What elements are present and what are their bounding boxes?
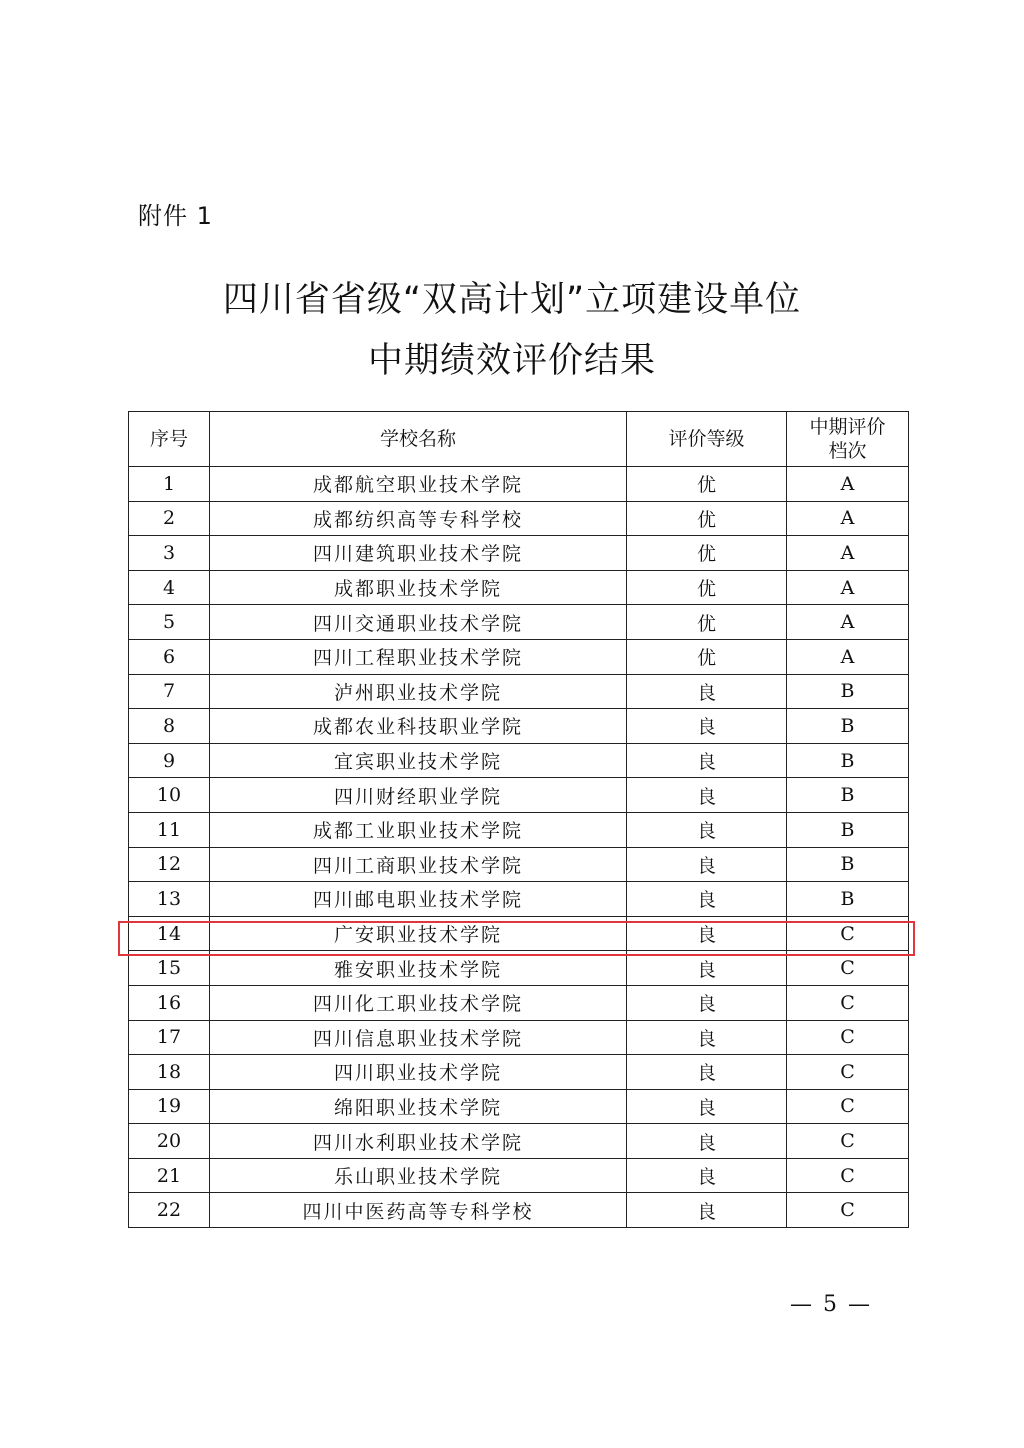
cell-school: 成都纺织高等专科学校 [210, 501, 627, 536]
table-row [129, 1124, 909, 1159]
cell-grade: C [787, 1158, 909, 1193]
cell-school: 宜宾职业技术学院 [210, 743, 627, 778]
cell-school: 泸州职业技术学院 [210, 674, 627, 709]
cell-index: 11 [129, 812, 210, 847]
cell-school: 四川工商职业技术学院 [210, 847, 627, 882]
cell-grade: B [787, 709, 909, 744]
header-school: 学校名称 [210, 412, 627, 467]
header-grade-line-2: 档次 [828, 440, 867, 462]
cell-grade: C [787, 916, 909, 951]
cell-index: 19 [129, 1089, 210, 1124]
cell-level: 优 [627, 570, 787, 605]
cell-level: 良 [627, 951, 787, 986]
cell-school: 四川水利职业技术学院 [210, 1124, 627, 1159]
results-table [128, 411, 909, 1228]
cell-school: 四川信息职业技术学院 [210, 1020, 627, 1055]
cell-index: 6 [129, 639, 210, 674]
cell-index: 22 [129, 1193, 210, 1228]
table-row [129, 674, 909, 709]
cell-grade: C [787, 1089, 909, 1124]
cell-level: 良 [627, 812, 787, 847]
cell-level: 良 [627, 1020, 787, 1055]
header-grade [787, 412, 909, 467]
table-row [129, 639, 909, 674]
cell-school: 绵阳职业技术学院 [210, 1089, 627, 1124]
table-row [129, 743, 909, 778]
cell-level: 优 [627, 639, 787, 674]
cell-index: 18 [129, 1055, 210, 1090]
cell-index: 7 [129, 674, 210, 709]
cell-grade: B [787, 778, 909, 813]
table-row [129, 501, 909, 536]
table-row [129, 778, 909, 813]
cell-grade: B [787, 812, 909, 847]
table-row [129, 1020, 909, 1055]
cell-school: 雅安职业技术学院 [210, 951, 627, 986]
cell-index: 16 [129, 985, 210, 1020]
cell-index: 20 [129, 1124, 210, 1159]
attachment-label: 附件 1 [138, 202, 213, 230]
cell-grade: C [787, 1055, 909, 1090]
cell-grade: A [787, 605, 909, 640]
table-row [129, 1089, 909, 1124]
table-row [129, 916, 909, 951]
cell-index: 9 [129, 743, 210, 778]
table-row [129, 605, 909, 640]
cell-level: 良 [627, 1124, 787, 1159]
cell-school: 广安职业技术学院 [210, 916, 627, 951]
cell-level: 良 [627, 847, 787, 882]
cell-school: 四川邮电职业技术学院 [210, 882, 627, 917]
table-row [129, 570, 909, 605]
page-number: — 5 — [790, 1292, 872, 1317]
cell-level: 良 [627, 743, 787, 778]
cell-index: 15 [129, 951, 210, 986]
table-row [129, 1158, 909, 1193]
cell-level: 良 [627, 985, 787, 1020]
cell-level: 良 [627, 1089, 787, 1124]
table-row [129, 951, 909, 986]
cell-school: 成都工业职业技术学院 [210, 812, 627, 847]
header-grade-line-1: 中期评价 [809, 416, 886, 438]
cell-school: 四川工程职业技术学院 [210, 639, 627, 674]
cell-index: 4 [129, 570, 210, 605]
cell-school: 成都农业科技职业学院 [210, 709, 627, 744]
header-index: 序号 [129, 412, 210, 467]
cell-school: 成都航空职业技术学院 [210, 467, 627, 502]
cell-level: 优 [627, 501, 787, 536]
cell-grade: A [787, 536, 909, 571]
cell-level: 良 [627, 916, 787, 951]
header-level: 评价等级 [627, 412, 787, 467]
table-row [129, 1055, 909, 1090]
table-row [129, 467, 909, 502]
cell-index: 2 [129, 501, 210, 536]
cell-index: 10 [129, 778, 210, 813]
cell-school: 乐山职业技术学院 [210, 1158, 627, 1193]
cell-level: 优 [627, 536, 787, 571]
cell-index: 17 [129, 1020, 210, 1055]
table-row [129, 882, 909, 917]
cell-grade: A [787, 570, 909, 605]
table-row [129, 985, 909, 1020]
cell-level: 良 [627, 778, 787, 813]
cell-grade: B [787, 847, 909, 882]
cell-school: 四川职业技术学院 [210, 1055, 627, 1090]
cell-school: 四川交通职业技术学院 [210, 605, 627, 640]
cell-index: 5 [129, 605, 210, 640]
cell-grade: C [787, 1193, 909, 1228]
cell-grade: A [787, 467, 909, 502]
cell-level: 良 [627, 1193, 787, 1228]
table-row [129, 536, 909, 571]
cell-index: 21 [129, 1158, 210, 1193]
cell-grade: C [787, 985, 909, 1020]
cell-level: 良 [627, 674, 787, 709]
table-header-row [129, 412, 909, 467]
cell-school: 四川中医药高等专科学校 [210, 1193, 627, 1228]
cell-index: 8 [129, 709, 210, 744]
cell-level: 优 [627, 605, 787, 640]
cell-grade: B [787, 674, 909, 709]
table-row [129, 1193, 909, 1228]
cell-index: 1 [129, 467, 210, 502]
table-row [129, 709, 909, 744]
cell-school: 成都职业技术学院 [210, 570, 627, 605]
cell-index: 3 [129, 536, 210, 571]
cell-index: 13 [129, 882, 210, 917]
cell-grade: B [787, 743, 909, 778]
cell-level: 良 [627, 709, 787, 744]
document-title-line-1: 四川省省级“双高计划”立项建设单位 [222, 280, 802, 320]
cell-school: 四川化工职业技术学院 [210, 985, 627, 1020]
cell-index: 14 [129, 916, 210, 951]
table-row [129, 812, 909, 847]
cell-level: 良 [627, 1055, 787, 1090]
table-row [129, 847, 909, 882]
cell-level: 优 [627, 467, 787, 502]
cell-index: 12 [129, 847, 210, 882]
cell-level: 良 [627, 882, 787, 917]
cell-grade: C [787, 1124, 909, 1159]
cell-grade: C [787, 1020, 909, 1055]
document-title-line-2: 中期绩效评价结果 [367, 341, 656, 381]
cell-school: 四川财经职业学院 [210, 778, 627, 813]
cell-level: 良 [627, 1158, 787, 1193]
cell-grade: C [787, 951, 909, 986]
cell-grade: A [787, 639, 909, 674]
cell-school: 四川建筑职业技术学院 [210, 536, 627, 571]
cell-grade: A [787, 501, 909, 536]
cell-grade: B [787, 882, 909, 917]
